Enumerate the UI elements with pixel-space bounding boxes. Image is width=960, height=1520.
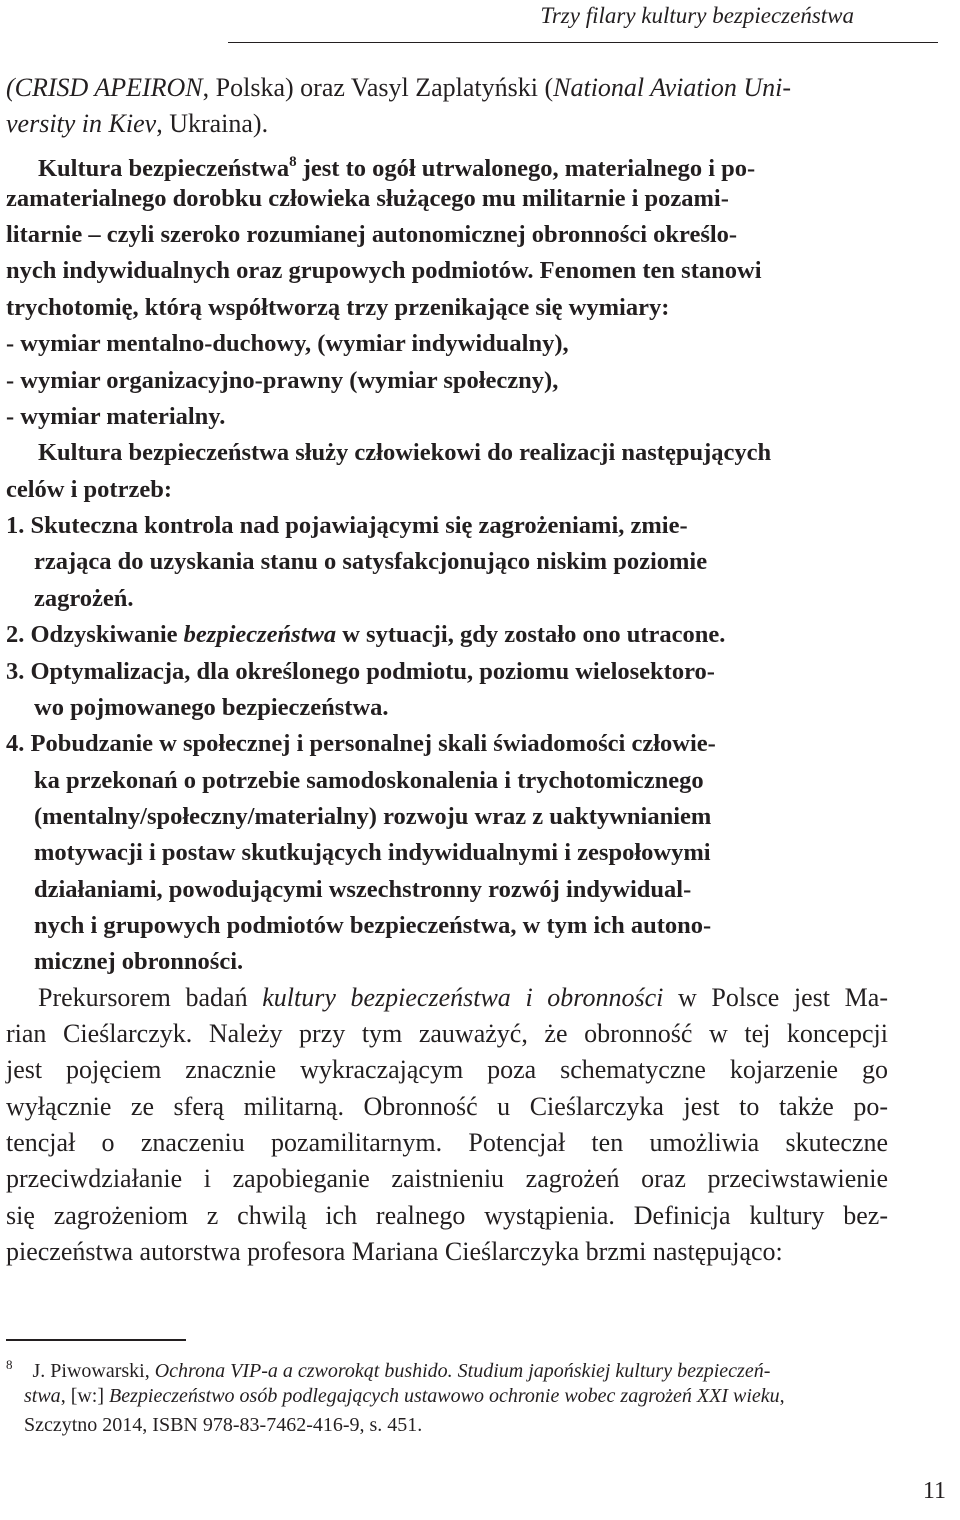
text-line: wo pojmowanego bezpieczeństwa. — [34, 694, 389, 721]
footnote-line: Szczytno 2014, ISBN 978-83-7462-416-9, s. 451. — [24, 1414, 423, 1436]
text-line: wyłącznie ze sferą militarną. Obronność u Cieślarczyka jest to także po- — [6, 1092, 888, 1121]
text-line: (mentalny/społeczny/materialny) rozwoju wraz z uaktywnianiem — [34, 803, 712, 830]
text-line: litarnie – czyli szeroko rozumianej autonomicznej obronności określo- — [6, 221, 738, 248]
text-line: się zagrożeniom z chwilą ich realnego wystąpienia. Definicja kultury bez- — [6, 1201, 888, 1230]
text-line: rian Cieślarczyk. Należy przy tym zauważyć, że obronność w tej koncepcji — [6, 1019, 888, 1048]
list-item: 3. Optymalizacja, dla określonego podmiotu, poziomu wielosektoro- — [6, 658, 715, 685]
text-line: Kultura bezpieczeństwa$^8$ jest to ogół utrwalonego, materialnego i po- — [38, 154, 756, 182]
footnote-line: $^8$ J. Piwowarski, Ochrona VIP-a a czworokąt bushido. Studium japońskiej kultury bezpieczeń- — [6, 1357, 771, 1382]
text-line: nych i grupowych podmiotów bezpieczeństwa, w tym ich autono- — [34, 912, 712, 939]
text-line: przeciwdziałanie i zapobieganie zaistnieniu zagrożeń oraz przeciwstawienie — [6, 1164, 888, 1193]
text-line: Prekursorem badań kultury bezpieczeństwa i obronności w Polsce jest Ma- — [38, 983, 888, 1012]
footnote-rule — [6, 1339, 186, 1341]
text-line: tencjał o znaczeniu pozamilitarnym. Potencjał ten umożliwia skuteczne — [6, 1128, 888, 1157]
text-line: zagrożeń. — [34, 585, 134, 612]
text-line: zamaterialnego dorobku człowieka służącego mu militarnie i pozami- — [6, 185, 729, 212]
list-item: 2. Odzyskiwanie bezpieczeństwa w sytuacji, gdy zostało ono utracone. — [6, 621, 726, 648]
header-rule — [228, 42, 938, 43]
list-item: - wymiar organizacyjno-prawny (wymiar społeczny), — [6, 367, 559, 394]
footnote-line: stwa, [w:] Bezpieczeństwo osób podlegających ustawowo ochronie wobec zagrożeń XXI wieku, — [24, 1385, 785, 1407]
list-item: 4. Pobudzanie w społecznej i personalnej skali świadomości człowie- — [6, 730, 716, 757]
text-line: rzająca do uzyskania stanu o satysfakcjonująco niskim poziomie — [34, 548, 708, 575]
text-line: (CRISD APEIRON, Polska) oraz Vasyl Zaplatyński (National Aviation Uni- — [6, 73, 791, 102]
text-line: ka przekonań o potrzebie samodoskonalenia i trychotomicznego — [34, 767, 704, 794]
text-line: versity in Kiev, Ukraina). — [6, 109, 269, 138]
page-number: 11 — [922, 1478, 946, 1504]
text-line: celów i potrzeb: — [6, 476, 172, 503]
list-item: - wymiar materialny. — [6, 403, 226, 430]
text-line: nych indywidualnych oraz grupowych podmiotów. Fenomen ten stanowi — [6, 257, 762, 284]
running-header: Trzy filary kultury bezpieczeństwa — [540, 3, 854, 28]
footnote-ref: 8 — [289, 154, 297, 170]
text-line: micznej obronności. — [34, 948, 244, 975]
list-item: - wymiar mentalno-duchowy, (wymiar indywidualny), — [6, 330, 569, 357]
text-line: działaniami, powodującymi wszechstronny rozwój indywidual- — [34, 876, 692, 903]
text-line: pieczeństwa autorstwa profesora Mariana Cieślarczyka brzmi następująco: — [6, 1237, 783, 1266]
text-line: Kultura bezpieczeństwa służy człowiekowi do realizacji następujących — [38, 439, 772, 466]
text-line: motywacji i postaw skutkujących indywidualnymi i zespołowymi — [34, 839, 711, 866]
footnote-number: 8 — [6, 1357, 13, 1372]
text-line: jest pojęciem znacznie wykraczającym poza schematyczne kojarzenie go — [6, 1055, 888, 1084]
text-line: trychotomię, którą współtworzą trzy przenikające się wymiary: — [6, 294, 670, 321]
list-item: 1. Skuteczna kontrola nad pojawiającymi się zagrożeniami, zmie- — [6, 512, 688, 539]
